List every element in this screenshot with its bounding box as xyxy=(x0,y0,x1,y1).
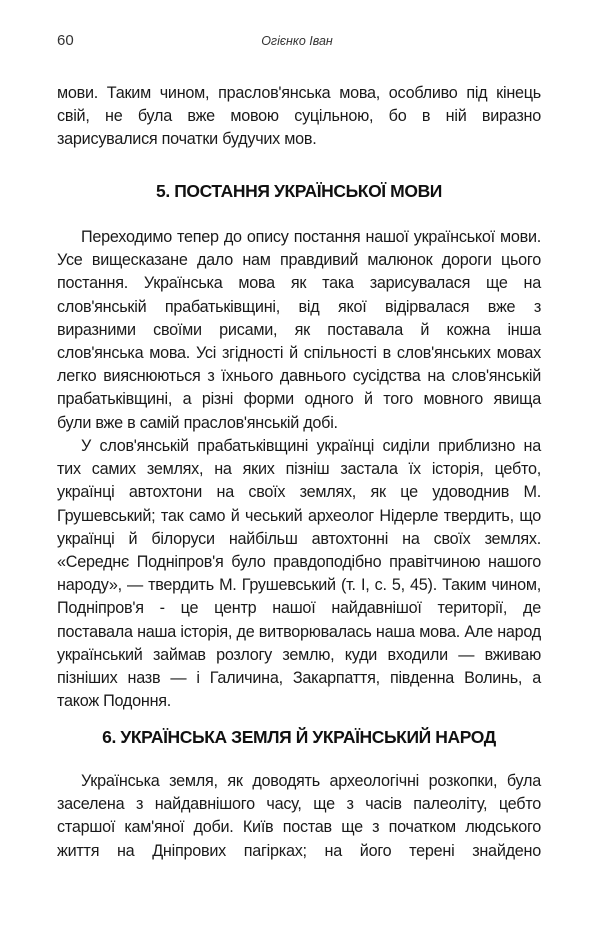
text-line: українці й білоруси найбільш автохтонні на своїх землях. xyxy=(57,529,541,548)
text-line: Грушевський; так само й чеський археолог Нідерле твердить, що xyxy=(57,506,541,525)
text-line: також Подоння. xyxy=(57,692,172,711)
section-heading-6: 6. УКРАЇНСЬКА ЗЕМЛЯ Й УКРАЇНСЬКИЙ НАРОД xyxy=(102,727,496,747)
text-line: Усе вищесказане дало нам правдивий малюнок дороги цього xyxy=(57,251,541,270)
section-heading-5: 5. ПОСТАННЯ УКРАЇНСЬКОЇ МОВИ xyxy=(155,181,442,201)
text-line: Переходимо тепер до опису постання нашої української мови. xyxy=(81,228,541,246)
continuation-paragraph xyxy=(57,82,541,152)
text-line: поставала наша історія, де витворювалась наша мова. Але народ xyxy=(57,622,541,641)
text-line: легко вияснюються з їхнього давнього сусідства на слов'янській xyxy=(57,367,541,386)
text-line: пізніших назв — і Галичина, Закарпаття, південна Волинь, а xyxy=(57,668,541,687)
section-5-paragraph-1 xyxy=(57,226,541,435)
text-line: були вже в самій праслов'янській добі. xyxy=(57,413,338,432)
text-line: зарисувалися початки будучих мов. xyxy=(57,130,317,149)
text-line: український займав розлогу землю, куди входили — вживаю xyxy=(57,645,541,664)
text-line: народу», — твердить М. Грушевський (т. І, с. 5, 45). Таким чином, xyxy=(57,576,541,595)
text-line: прабатьківщині, а різні форми одного й того мовного явища xyxy=(57,390,541,409)
text-line: Українська земля, як доводять археологічні розкопки, була xyxy=(81,772,541,790)
text-line: слов'янській прабатьківщині, від якої відірвалася вже з xyxy=(57,297,541,316)
text-line: тих самих землях, на яких пізніш застала їх історія, цебто, xyxy=(57,460,541,479)
text-line: заселена з найдавнішого часу, ще з часів палеоліту, цебто xyxy=(57,795,541,814)
text-line: постання. Українська мова як така зарисувалася ще на xyxy=(57,274,541,293)
section-5-paragraph-2 xyxy=(57,435,541,713)
text-line: виразними своїми рисами, як поставала й кожна інша xyxy=(57,320,541,339)
text-line: «Середнє Подніпров'я було правдоподібно правітчиною нашого xyxy=(57,552,541,571)
running-header xyxy=(57,32,537,52)
text-line: Подніпров'я - це центр нашої найдавнішої території, де xyxy=(57,599,541,618)
text-line: життя на Дніпрових пагірках; на його терені знайдено xyxy=(57,841,541,860)
text-line: У слов'янській прабатьківщині українці сиділи приблизно на xyxy=(81,437,541,455)
text-line: українці автохтони на своїх землях, як це удоводнив М. xyxy=(57,483,541,502)
text-line: мови. Таким чином, праслов'янська мова, особливо під кінець xyxy=(57,84,541,102)
running-header-author: Огієнко Іван xyxy=(261,34,333,48)
text-line: слов'янська мова. Усі згідності й спільності в слов'янських мовах xyxy=(57,343,541,362)
page-number: 60 xyxy=(57,32,74,49)
text-line: старшої кам'яної доби. Київ постав ще з початком людського xyxy=(57,818,541,837)
text-line: свій, не була вже мовою суцільною, бо в ній виразно xyxy=(57,107,541,126)
section-6-paragraph-1 xyxy=(57,770,541,863)
